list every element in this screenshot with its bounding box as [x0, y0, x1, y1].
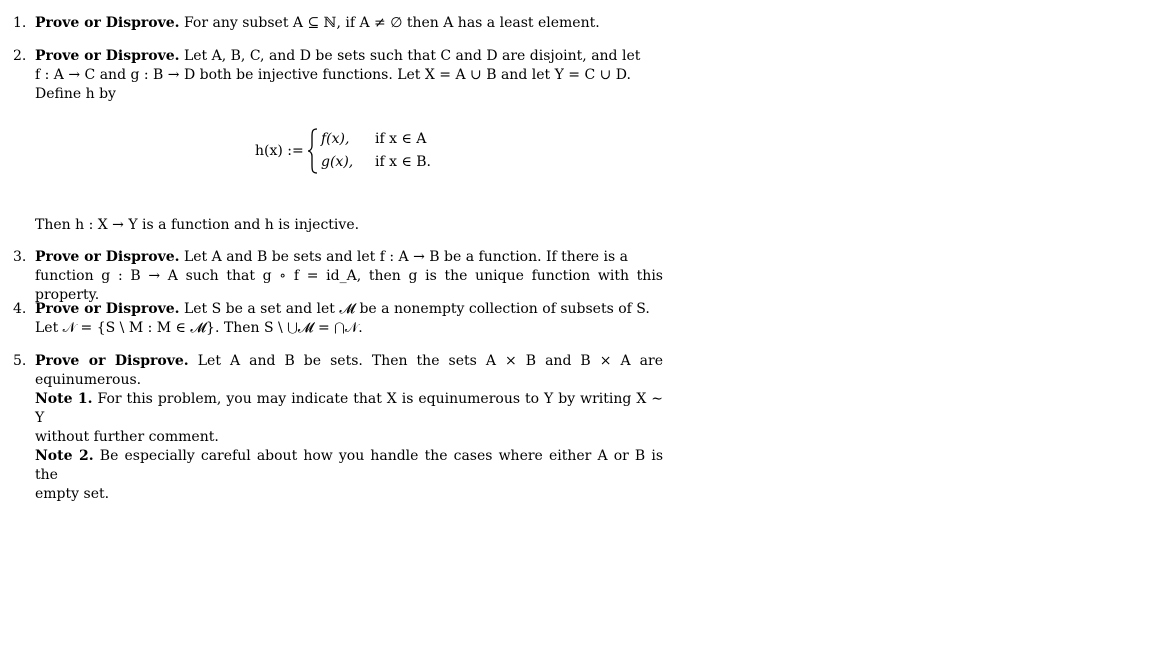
problem-number: 3. — [13, 249, 27, 265]
problem-4-line-2: Let 𝒩 = {S \ M : M ∈ 𝓜}. Then S \ ⋃𝓜 = ⋂𝒩. — [35, 320, 363, 336]
case-2-condition: if x ∈ B. — [375, 154, 432, 170]
prove-or-disprove-label: Prove or Disprove. — [35, 249, 180, 265]
note-1-text: For this problem, you may indicate that X is equinumerous to Y by writing X ∼ Y — [35, 391, 663, 426]
problem-2-line-2: f : A → C and g : B → D both be injective functions. Let X = A ∪ B and let Y = C ∪ D. — [35, 67, 631, 83]
prove-or-disprove-label: Prove or Disprove. — [35, 48, 180, 64]
problem-3-line-2: function g : B → A such that g ∘ f = id_A, then g is the unique function with this property. — [35, 268, 663, 303]
problem-number: 1. — [13, 15, 27, 31]
problem-5-text-1: Let A and B be sets. Then the sets A × B and B × A are equinumerous. — [35, 353, 663, 388]
note-2-line-2: empty set. — [35, 486, 110, 502]
problem-2-text-1: Let A, B, C, and D be sets such that C and D are disjoint, and let — [183, 48, 641, 64]
problem-number: 2. — [13, 48, 27, 64]
piecewise-definition — [255, 128, 455, 176]
problem-1-line — [35, 14, 663, 33]
prove-or-disprove-label: Prove or Disprove. — [35, 301, 180, 317]
definition-lhs: h(x) := — [255, 143, 304, 159]
case-1-value: f(x), — [321, 131, 350, 147]
problem-4-text-1: Let S be a set and let 𝓜 be a nonempty collection of subsets of S. — [183, 301, 650, 317]
prove-or-disprove-label: Prove or Disprove. — [35, 15, 180, 31]
problem-1-text: For any subset A ⊆ ℕ, if A ≠ ∅ then A has a least element. — [183, 15, 600, 31]
case-2-value: g(x), — [321, 154, 354, 170]
note-1-line-2: without further comment. — [35, 429, 219, 445]
problem-1 — [13, 14, 663, 33]
problem-2 — [13, 47, 663, 104]
problem-3 — [13, 248, 663, 305]
note-1-line-1 — [35, 390, 663, 428]
note-2-text: Be especially careful about how you handle the cases where either A or B is the — [35, 448, 664, 483]
note-2-line-1 — [35, 447, 663, 485]
problem-2-conclusion: Then h : X → Y is a function and h is injective. — [35, 217, 360, 233]
case-1-condition: if x ∈ A — [375, 131, 427, 147]
problem-5-line-1 — [35, 352, 663, 390]
note-2-label: Note 2. — [35, 448, 94, 464]
note-1-label: Note 1. — [35, 391, 93, 407]
problem-3-line-1 — [35, 248, 663, 267]
left-brace-icon — [307, 128, 319, 174]
problem-4-line-1 — [35, 300, 663, 319]
problem-3-text-1: Let A and B be sets and let f : A → B be a function. If there is a — [183, 249, 628, 265]
problem-4 — [13, 300, 663, 338]
problem-2-line-3: Define h by — [35, 86, 116, 102]
problem-5 — [13, 352, 663, 504]
problem-2-line-1 — [35, 47, 663, 66]
problem-number: 5. — [13, 353, 27, 369]
prove-or-disprove-label: Prove or Disprove. — [35, 353, 189, 369]
problem-number: 4. — [13, 301, 27, 317]
